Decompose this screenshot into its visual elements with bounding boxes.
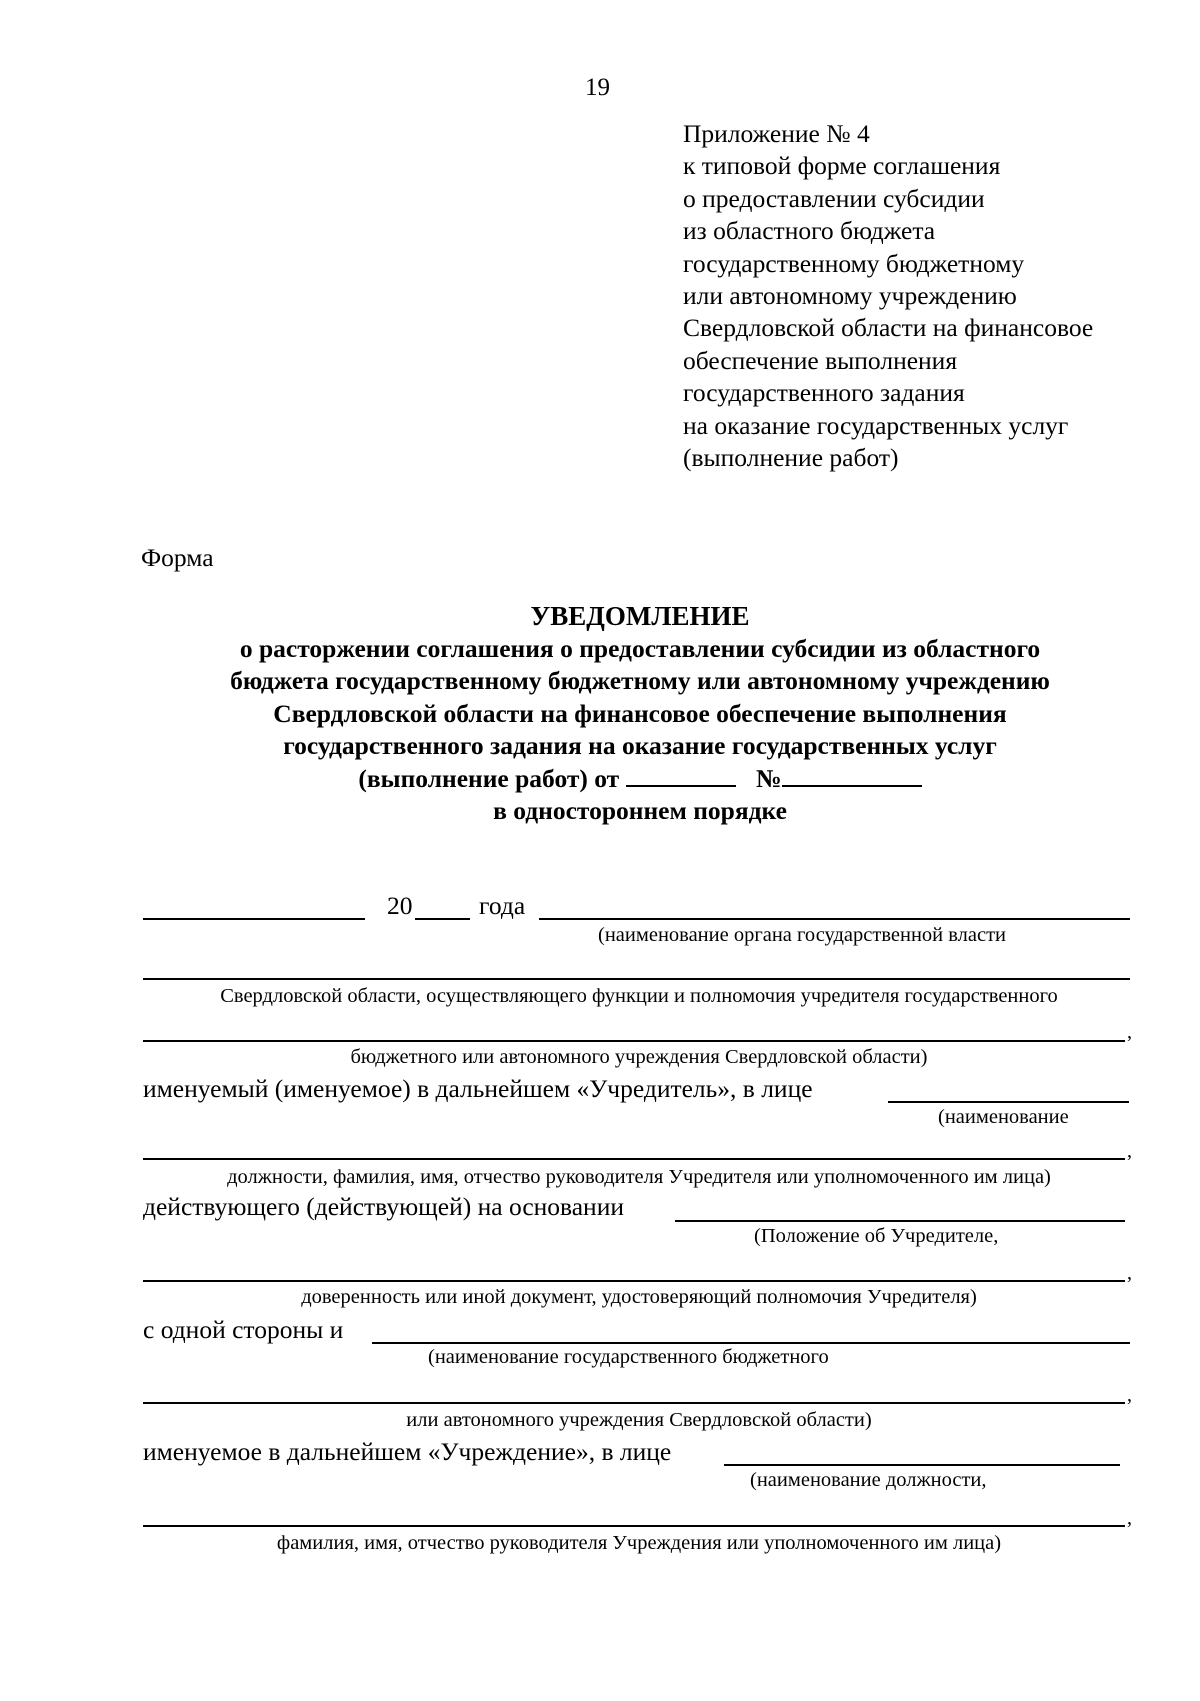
caption-institution-name: (наименование государственного бюджетного (428, 1346, 829, 1368)
year-blank[interactable] (415, 918, 470, 920)
appendix-line: обеспечение выполнения (683, 345, 958, 375)
authority-name-blank[interactable] (539, 918, 1130, 920)
notice-title-line: Свердловской области на финансовое обеспечение выполнения (273, 698, 1007, 728)
number-sign: № (755, 763, 782, 793)
notice-title-line: в одностороннем порядке (493, 796, 787, 825)
agreement-number-blank[interactable] (782, 763, 922, 787)
year-prefix: 20 (387, 891, 413, 920)
caption-institution-region: или автономного учреждения Свердловской области) (406, 1409, 872, 1431)
page-number: 19 (585, 74, 610, 101)
year-suffix: года (479, 891, 526, 920)
date-day-month-blank[interactable] (143, 918, 365, 920)
appendix-line: Свердловской области на финансовое (683, 313, 1094, 343)
notice-title-line: о расторжении соглашения о предоставлении субсидии из областного (239, 633, 1041, 663)
institution-name-blank[interactable] (372, 1342, 1130, 1344)
notice-title-line: государственного задания на оказание государственных услуг (283, 731, 997, 760)
notice-title-line-agreement (150, 763, 1130, 796)
institution-head-blank[interactable] (724, 1464, 1120, 1466)
appendix-block (683, 118, 1093, 474)
appendix-line: к типовой форме соглашения (683, 151, 1001, 181)
caption-institution-type: бюджетного или автономного учреждения Свердловской области) (350, 1046, 928, 1068)
founder-basis-blank[interactable] (675, 1220, 1125, 1222)
agreement-from-label: (выполнение работ) от (358, 763, 620, 793)
caption-authority-name: (наименование органа государственной власти (598, 924, 1007, 946)
appendix-line: государственному бюджетному (683, 248, 1025, 278)
notice-title-line: бюджета государственному бюджетному или автономному учреждению (230, 666, 1050, 695)
agreement-date-blank[interactable] (626, 763, 736, 787)
caption-power-of-attorney: доверенность или иной документ, удостоверяющий полномочия Учредителя) (301, 1286, 977, 1308)
appendix-line: на оказание государственных услуг (683, 410, 1069, 440)
caption-authority-functions: Свердловской области, осуществляющего функции и полномочия учредителя государственного (220, 985, 1058, 1007)
comma: , (1127, 1021, 1132, 1043)
caption-founder-position: (наименование (938, 1106, 1069, 1128)
appendix-line: государственного задания (683, 378, 965, 408)
comma: , (1127, 1140, 1132, 1162)
comma: , (1127, 1507, 1132, 1529)
institution-head-blank-2[interactable] (143, 1525, 1125, 1527)
appendix-line: о предоставлении субсидии (683, 183, 985, 213)
caption-head-position: (наименование должности, (750, 1469, 987, 1491)
institution-named-text: именуемое в дальнейшем «Учреждение», в лице (143, 1437, 672, 1466)
notice-title-block (150, 600, 1130, 828)
authority-name-blank-3[interactable] (143, 1040, 1125, 1042)
one-side-text: с одной стороны и (143, 1315, 344, 1344)
authority-name-blank-2[interactable] (143, 978, 1130, 980)
appendix-line: из областного бюджета (683, 216, 936, 246)
notice-heading: УВЕДОМЛЕНИЕ (530, 601, 750, 631)
founder-named-text: именуемый (именуемое) в дальнейшем «Учредитель», в лице (143, 1074, 813, 1103)
appendix-line: или автономному учреждению (683, 281, 1017, 311)
appendix-line: Приложение № 4 (683, 119, 870, 148)
caption-head-name: фамилия, имя, отчество руководителя Учреждения или уполномоченного им лица) (276, 1532, 1002, 1554)
appendix-line: (выполнение работ) (683, 443, 899, 473)
caption-founder-head: должности, фамилия, имя, отчество руководителя Учредителя или уполномоченного им лица) (227, 1166, 1051, 1188)
institution-name-blank-2[interactable] (143, 1402, 1125, 1404)
form-label: Форма (141, 543, 214, 572)
acting-basis-text: действующего (действующей) на основании (143, 1192, 625, 1221)
founder-representative-blank-2[interactable] (143, 1158, 1125, 1160)
caption-founder-regulation: (Положение об Учредителе, (754, 1225, 999, 1247)
comma: , (1127, 1262, 1132, 1284)
founder-basis-blank-2[interactable] (143, 1280, 1125, 1282)
founder-representative-blank[interactable] (888, 1101, 1129, 1103)
comma: , (1127, 1384, 1132, 1406)
